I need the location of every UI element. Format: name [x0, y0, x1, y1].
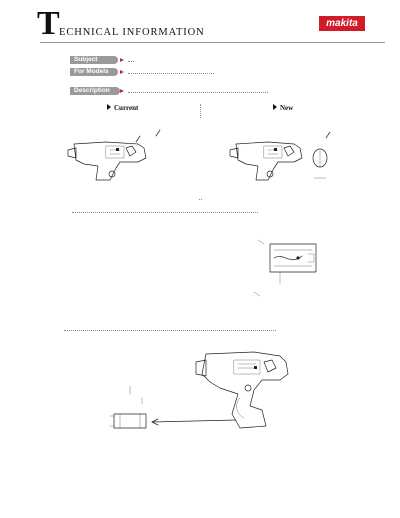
- assembly-drill-illustration: [104, 348, 304, 440]
- subject-value-marks: [128, 61, 134, 63]
- current-drill-illustration: [66, 124, 166, 194]
- description-value-marks: [128, 92, 268, 94]
- title-initial: T: [37, 5, 60, 42]
- pointer-icon: [273, 104, 277, 110]
- new-drill-illustration: [228, 124, 348, 194]
- models-arrow-icon: [120, 70, 124, 74]
- description-arrow-icon: [120, 89, 124, 93]
- page-title: ECHNICAL INFORMATION: [59, 27, 205, 38]
- models-value-marks: [128, 73, 214, 75]
- title-underline: [40, 42, 385, 43]
- new-heading: [273, 104, 293, 112]
- switch-detail-illustration: [250, 236, 330, 300]
- pointer-icon: [107, 104, 111, 110]
- current-heading-label: Current: [114, 104, 139, 112]
- current-heading: [107, 104, 138, 112]
- description-label: Description: [70, 87, 120, 95]
- models-label: For Models: [70, 68, 118, 76]
- subject-label: Subject: [70, 56, 118, 64]
- new-heading-label: New: [280, 104, 294, 112]
- column-divider: [200, 104, 202, 118]
- subject-arrow-icon: [120, 58, 124, 62]
- body-text-line-1-marks: [72, 212, 258, 214]
- body-text-line-2-marks: [64, 330, 276, 332]
- brand-logo: makita: [319, 16, 365, 31]
- figure-caption-mark: [199, 199, 202, 201]
